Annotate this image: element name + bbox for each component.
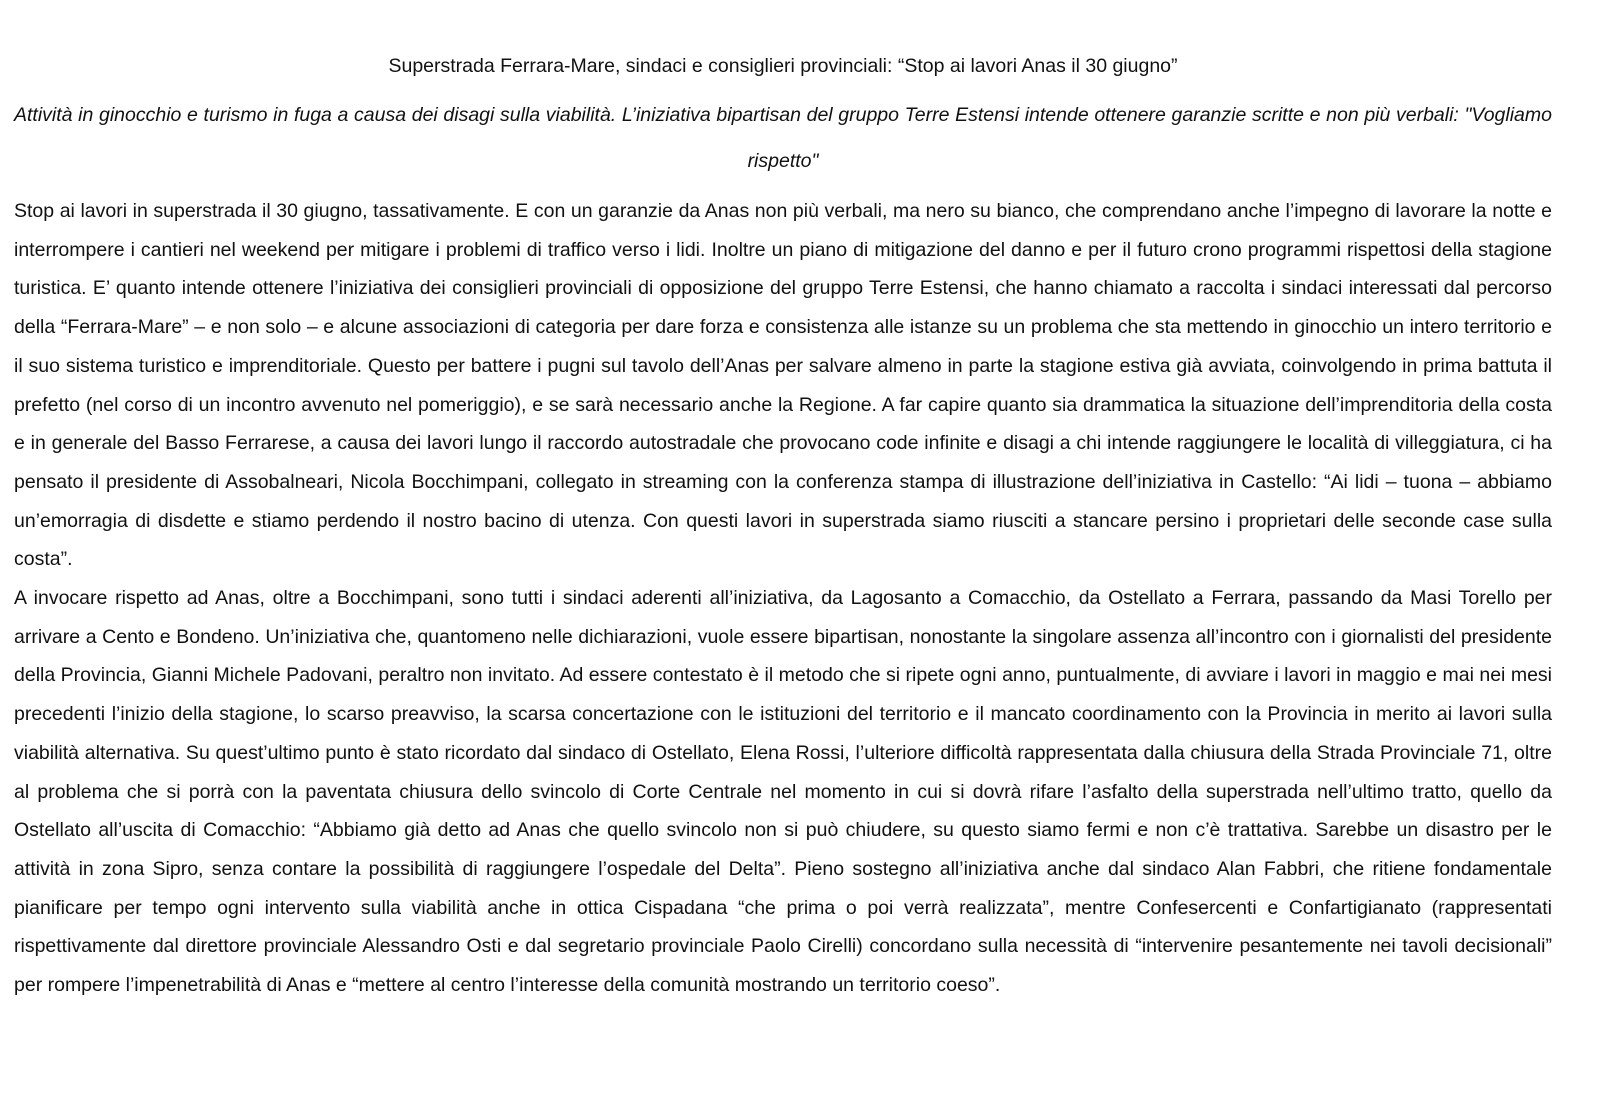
article-paragraph: A invocare rispetto ad Anas, oltre a Bocchimpani, sono tutti i sindaci aderenti all’iniziativa, da Lagosanto a Comacchio, da Ostellato a Ferrara, passando da Masi Torello per arrivare a Cento e Bondeno. Un’iniziativa che, quantomeno nelle dichiarazioni, vuole essere bipartisan, nonostante la singolare assenza all’incontro con i giornalisti del presidente della Provincia, Gianni Michele Padovani, peraltro non invitato. Ad essere contestato è il metodo che si ripete ogni anno, puntualmente, di avviare i lavori in maggio e mai nei mesi precedenti l’inizio della stagione, lo scarso preavviso, la scarsa concertazione con le istituzioni del territorio e il mancato coordinamento con la Provincia in merito ai lavori sulla viabilità alternativa. Su quest’ultimo punto è stato ricordato dal sindaco di Ostellato, Elena Rossi, l’ulteriore difficoltà rappresentata dalla chiusura della Strada Provinciale 71, oltre al problema che si porrà con la paventata chiusura dello svincolo di Corte Centrale nel momento in cui si dovrà rifare l’asfalto della superstrada nell’ultimo tratto, quello da Ostellato all’uscita di Comacchio: “Abbiamo già detto ad Anas che quello svincolo non si può chiudere, su questo siamo fermi e non c’è trattativa. Sarebbe un disastro per le attività in zona Sipro, senza contare la possibilità di raggiungere l’ospedale del Delta”. Pieno sostegno all’iniziativa anche dal sindaco Alan Fabbri, che ritiene fondamentale pianificare per tempo ogni intervento sulla viabilità anche in ottica Cispadana “che prima o poi verrà realizzata”, mentre Confesercenti e Confartigianato (rappresentati rispettivamente dal direttore provinciale Alessandro Osti e dal segretario provinciale Paolo Cirelli) concordano sulla necessità di “intervenire pesantemente nei tavoli decisionali” per rompere l’impenetrabilità di Anas e “mettere al centro l’interesse della comunità mostrando un territorio coeso”.	[14, 587, 1552, 997]
article-title: Superstrada Ferrara-Mare, sindaci e consiglieri provinciali: “Stop ai lavori Anas il 30 giugno”	[388, 55, 1178, 77]
article-subtitle: Attività in ginocchio e turismo in fuga a causa dei disagi sulla viabilità. L’iniziativa bipartisan del gruppo Terre Estensi intende ottenere garanzie scritte e non più verbali: "Vogliamo rispetto"	[14, 104, 1552, 172]
article-paragraph: Stop ai lavori in superstrada il 30 giugno, tassativamente. E con un garanzie da Anas non più verbali, ma nero su bianco, che comprendano anche l’impegno di lavorare la notte e interrompere i cantieri nel weekend per mitigare i problemi di traffico verso i lidi. Inoltre un piano di mitigazione del danno e per il futuro crono programmi rispettosi della stagione turistica. E’ quanto intende ottenere l’iniziativa dei consiglieri provinciali di opposizione del gruppo Terre Estensi, che hanno chiamato a raccolta i sindaci interessati dal percorso della “Ferrara-Mare” – e non solo – e alcune associazioni di categoria per dare forza e consistenza alle istanze su un problema che sta mettendo in ginocchio un intero territorio e il suo sistema turistico e imprenditoriale. Questo per battere i pugni sul tavolo dell’Anas per salvare almeno in parte la stagione estiva già avviata, coinvolgendo in prima battuta il prefetto (nel corso di un incontro avvenuto nel pomeriggio), e se sarà necessario anche la Regione. A far capire quanto sia drammatica la situazione dell’imprenditoria della costa e in generale del Basso Ferrarese, a causa dei lavori lungo il raccordo autostradale che provocano code infinite e disagi a chi intende raggiungere le località di villeggiatura, ci ha pensato il presidente di Assobalneari, Nicola Bocchimpani, collegato in streaming con la conferenza stampa di illustrazione dell’iniziativa in Castello: “Ai lidi – tuona – abbiamo un’emorragia di disdette e stiamo perdendo il nostro bacino di utenza. Con questi lavori in superstrada siamo riusciti a stancare persino i proprietari delle seconde case sulla costa”.	[14, 200, 1552, 571]
